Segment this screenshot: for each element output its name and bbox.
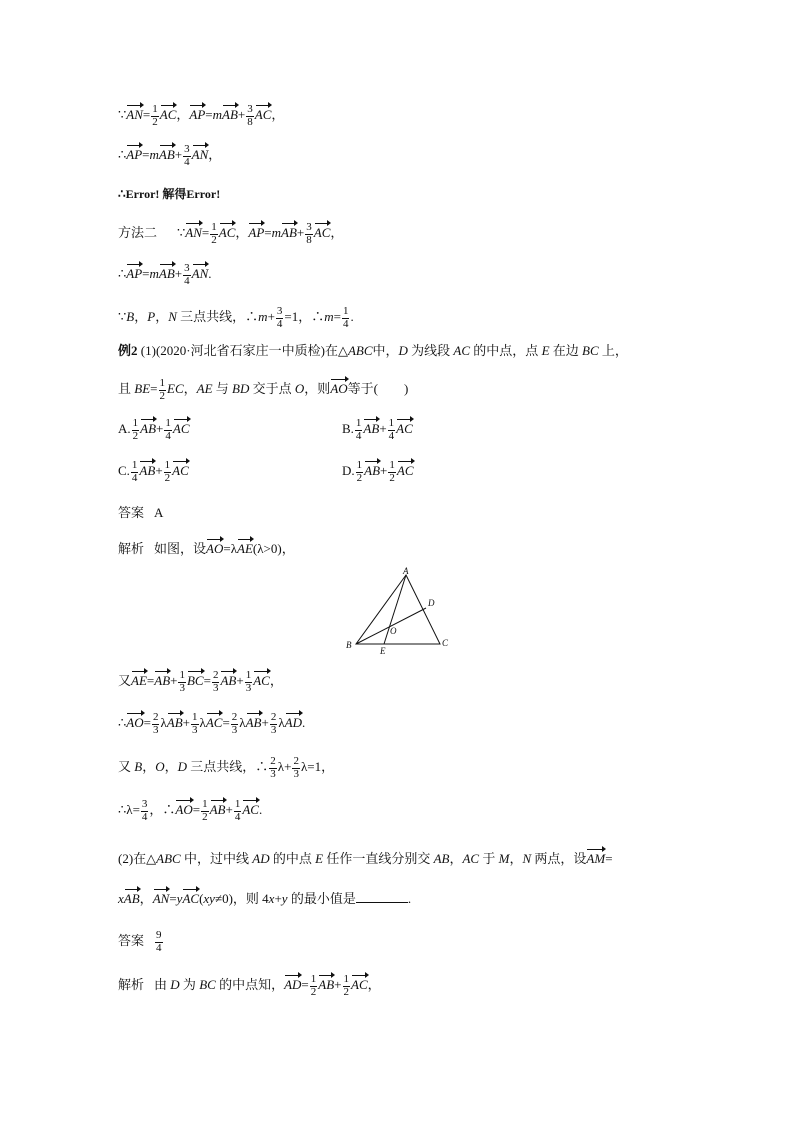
part-2-line-2: xAB，AN=yAC(xy≠0)，则 4x+y 的最小值是 . (118, 888, 411, 905)
triangle-abc (356, 575, 440, 644)
example-2-line-1: 例2 (1)(2020·河北省石家庄一中质检)在△ABC中，D 为线段 AC 的中点，点 E 在边 BC 上， (118, 343, 628, 358)
point-e: E (380, 646, 386, 656)
point-a: A (403, 566, 409, 576)
derivation-2: ∴AO= $\frac{2}{3}$ λAB+ $\frac{1}{3}$ λAC= $\frac{2}{3}$ λAB+ $\frac{2}{3}$ λAD. (118, 711, 306, 736)
option-b[interactable]: B. $\frac{1}{4}$ AB+ $\frac{1}{4}$ AC (342, 417, 413, 442)
line-5: ∴AP=mAB+ $\frac{3}{4}$ AN. (118, 262, 212, 287)
derivation-4: ∴λ= $\frac{3}{4}$ ，∴AO= $\frac{1}{2}$ AB+ $\frac{1}{4}$ AC. (118, 798, 263, 823)
point-o: O (390, 626, 397, 636)
error-line: ∴Error! 解得Error! (118, 187, 221, 201)
analysis-2: 解析 由 D 为 BC 的中点知，AD= $\frac{1}{2}$ AB+ $\frac{1}{2}$ AC， (118, 973, 381, 998)
answer-2: 答案 $\frac{9}{4}$ (118, 929, 162, 954)
answer-blank[interactable] (356, 892, 408, 903)
analysis-1: 解析 如图，设AO=λAE(λ>0)， (118, 538, 295, 555)
part-2-line-1: (2)在△ABC 中，过中线 AD 的中点 E 任作一直线分别交 AB，AC 于 M，N 两点，设AM= (118, 848, 613, 865)
line-2: ∴AP=mAB+ $\frac{3}{4}$ AN， (118, 143, 222, 168)
method-two-line: 方法二 ∵AN= $\frac{1}{2}$ AC，AP=mAB+ $\frac{3}{8}$ AC， (118, 221, 344, 246)
example-2-line-2: 且 BE= $\frac{1}{2}$ EC，AE 与 BD 交于点 O，则AO等于( ) (118, 377, 409, 402)
line-1: ∵AN= $\frac{1}{2}$ AC，AP=mAB+ $\frac{3}{8}$ AC， (118, 103, 285, 128)
triangle-figure (340, 566, 460, 656)
collinear-line: ∵B，P，N 三点共线，∴m+ $\frac{3}{4}$ =1，∴m= $\frac{1}{4}$ . (118, 305, 354, 330)
method-two-label: 方法二 (118, 225, 158, 241)
example-source: (2020·河北省石家庄一中质检) (155, 343, 325, 358)
point-c: C (442, 638, 449, 648)
answer-1: 答案 A (118, 505, 164, 520)
derivation-3: 又 B，O，D 三点共线，∴ $\frac{2}{3}$ λ+ $\frac{2}{3}$ λ=1， (118, 755, 335, 780)
example-2-label: 例2 (118, 343, 138, 358)
option-c[interactable]: C. $\frac{1}{4}$ AB+ $\frac{1}{2}$ AC (118, 459, 189, 484)
derivation-1: 又AE=AB+ $\frac{1}{3}$ BC= $\frac{2}{3}$ AB+ $\frac{1}{3}$ AC， (118, 669, 283, 694)
point-b: B (346, 640, 352, 650)
option-a[interactable]: A. $\frac{1}{2}$ AB+ $\frac{1}{4}$ AC (118, 417, 190, 442)
point-d: D (428, 598, 435, 608)
option-d[interactable]: D. $\frac{1}{2}$ AB+ $\frac{1}{2}$ AC (342, 459, 414, 484)
